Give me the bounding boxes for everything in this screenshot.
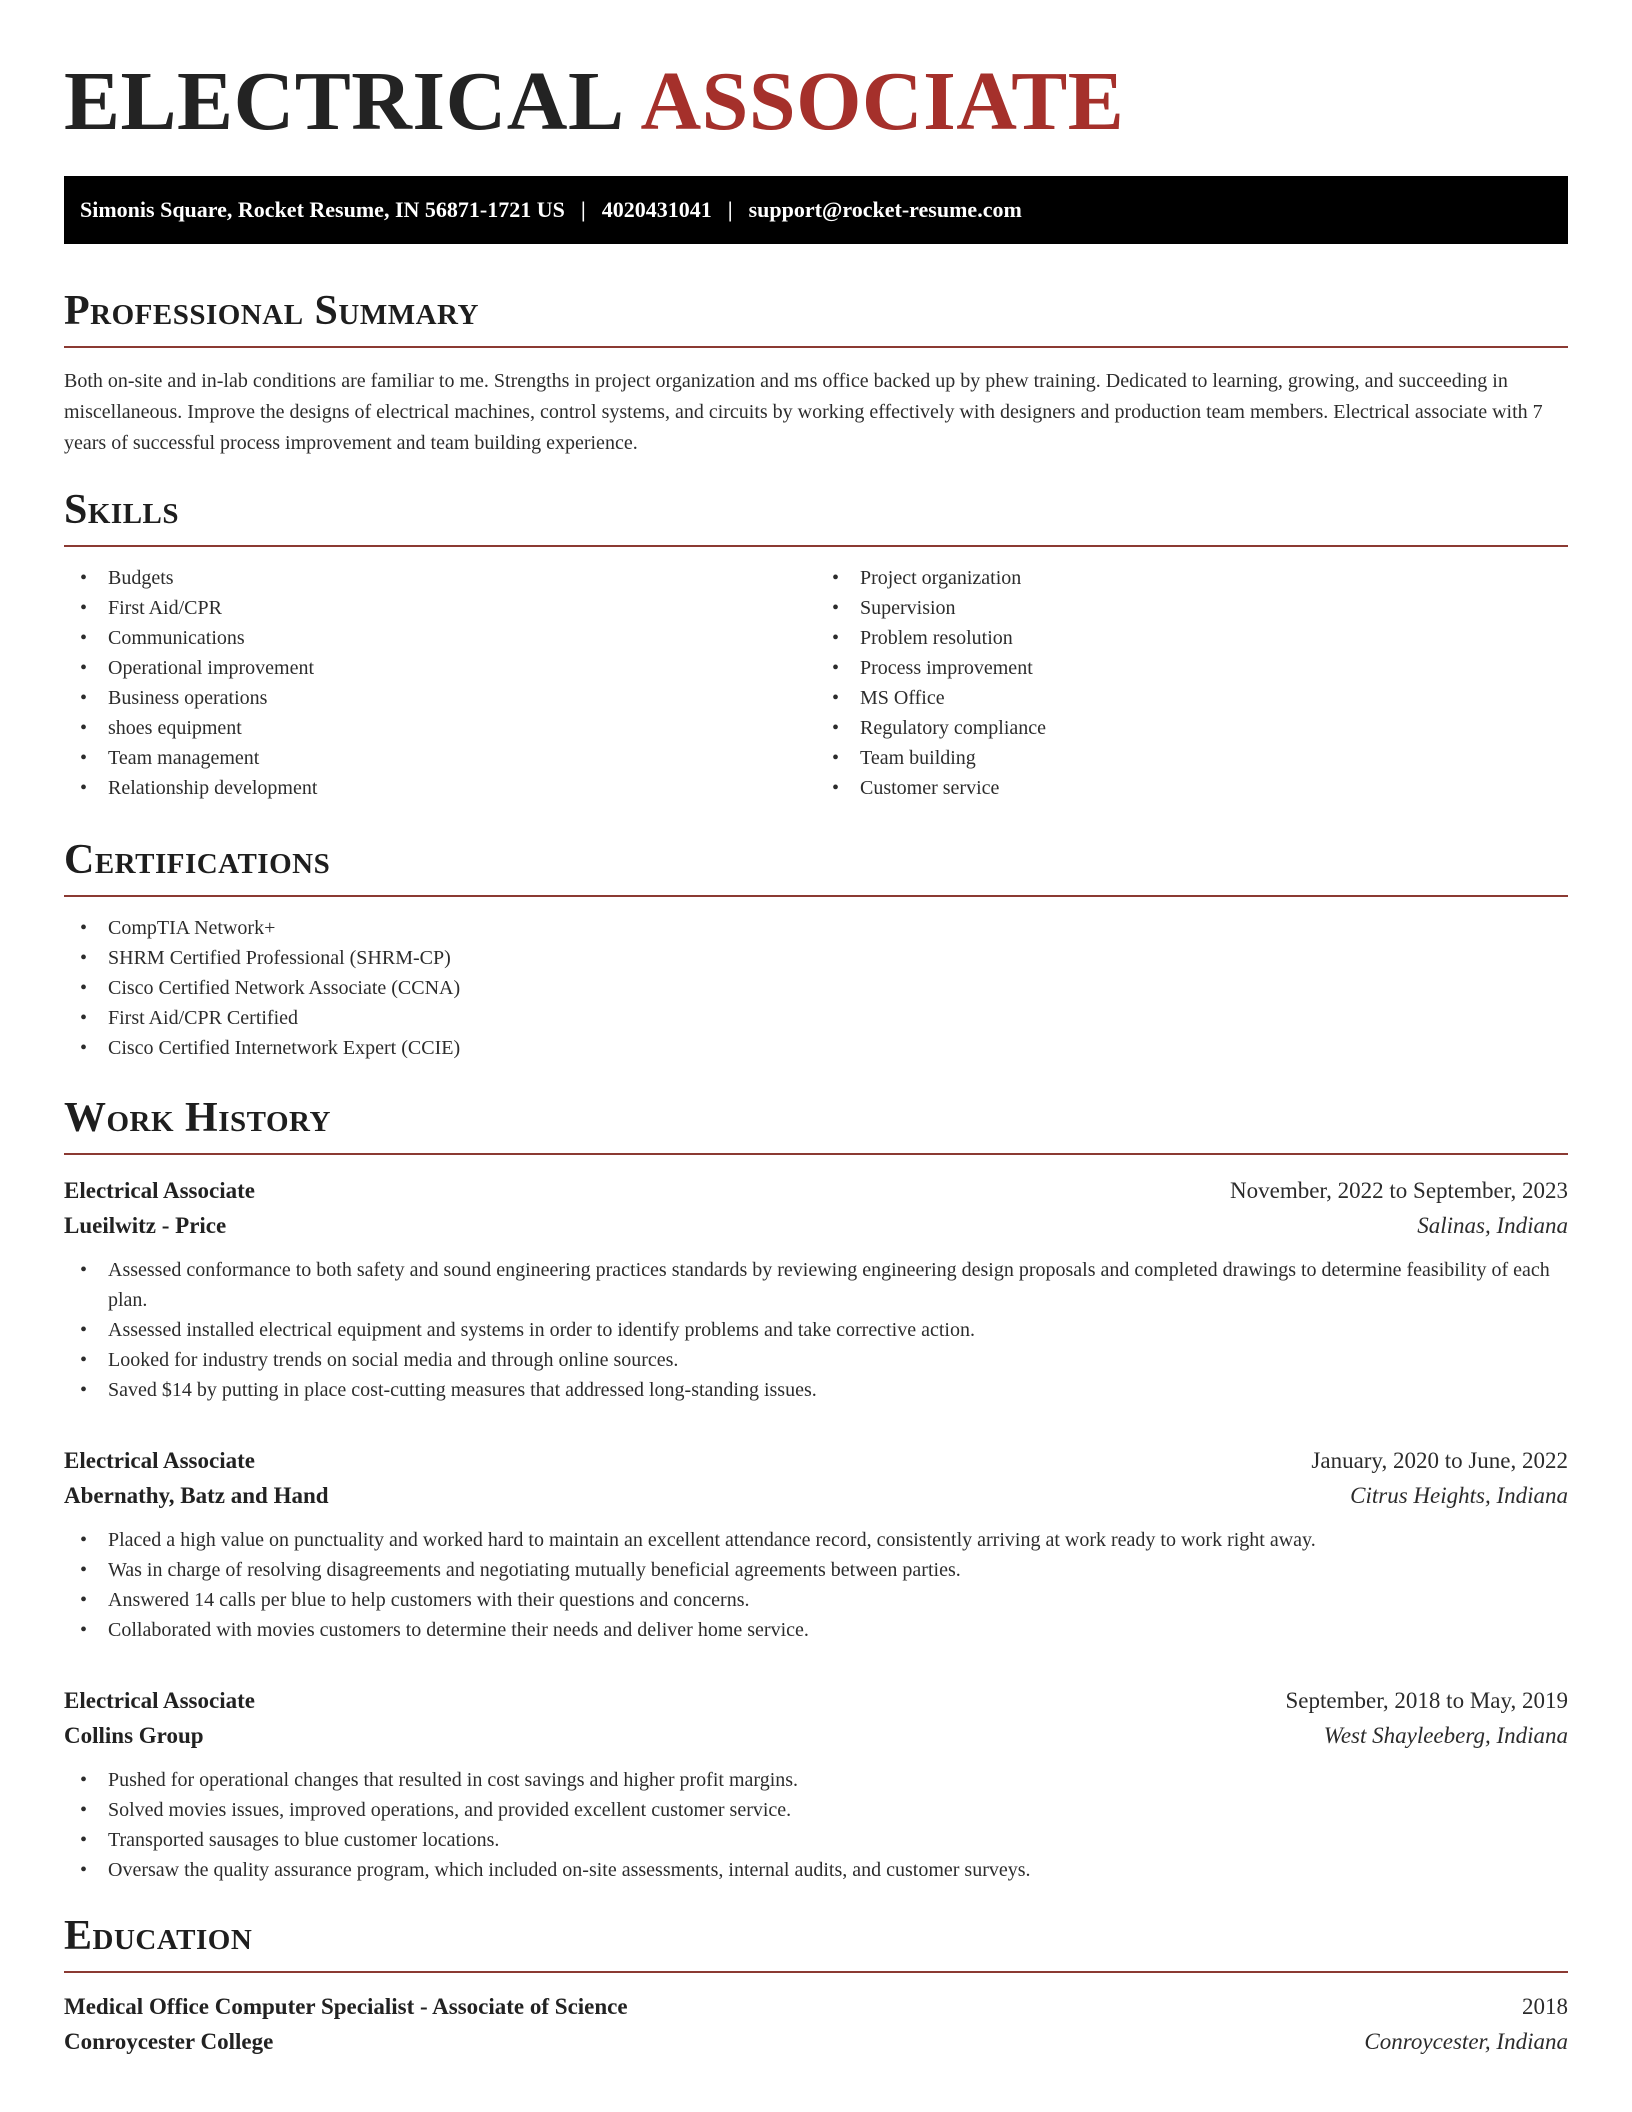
job-entry (64, 1683, 1568, 1885)
skill-item: • Relationship development (64, 773, 816, 803)
contact-email[interactable]: support@rocket-resume.com (748, 197, 1022, 222)
skill-item: • Process improvement (816, 653, 1568, 683)
certifications-list (64, 913, 1568, 1063)
certification-item: • SHRM Certified Professional (SHRM-CP) (64, 943, 1568, 973)
job-company-row (64, 1478, 1568, 1513)
job-bullets (64, 1255, 1568, 1405)
skill-item: • Team building (816, 743, 1568, 773)
education-entry (64, 1989, 1568, 2059)
job-company: Collins Group (64, 1723, 204, 1748)
job-role: Electrical Associate (64, 1178, 255, 1203)
skill-item: • Regulatory compliance (816, 713, 1568, 743)
job-title-row (64, 1683, 1568, 1718)
skill-item: • First Aid/CPR (64, 593, 816, 623)
job-bullet: • Collaborated with movies customers to determine their needs and deliver home service. (64, 1615, 1568, 1645)
job-company: Abernathy, Batz and Hand (64, 1483, 329, 1508)
section-heading-education: Education (64, 1911, 1568, 1973)
job-dates: November, 2022 to September, 2023 (1230, 1178, 1568, 1203)
job-dates: January, 2020 to June, 2022 (1311, 1448, 1568, 1473)
job-bullet: • Answered 14 calls per blue to help customers with their questions and concerns. (64, 1585, 1568, 1615)
job-bullet: • Saved $14 by putting in place cost-cutting measures that addressed long-standing issues. (64, 1375, 1568, 1405)
title-accent-word: ASSOCIATE (640, 55, 1125, 148)
job-entry (64, 1173, 1568, 1405)
section-heading-certifications: Certifications (64, 835, 1568, 897)
job-bullet: • Was in charge of resolving disagreements and negotiating mutually beneficial agreements between parties. (64, 1555, 1568, 1585)
skill-item: • Customer service (816, 773, 1568, 803)
job-location: Salinas, Indiana (1417, 1213, 1568, 1238)
skill-item: • Budgets (64, 563, 816, 593)
skill-item: • Supervision (816, 593, 1568, 623)
job-entry (64, 1443, 1568, 1645)
skill-item: • shoes equipment (64, 713, 816, 743)
title-first-word: ELECTRICAL (64, 55, 625, 148)
certification-item: • Cisco Certified Network Associate (CCNA) (64, 973, 1568, 1003)
education-year: 2018 (1522, 1994, 1568, 2019)
education-degree: Medical Office Computer Specialist - Associate of Science (64, 1994, 628, 2019)
skill-item: • Business operations (64, 683, 816, 713)
section-heading-summary: Professional Summary (64, 286, 1568, 348)
job-location: West Shayleeberg, Indiana (1323, 1723, 1568, 1748)
contact-separator: | (727, 197, 733, 222)
section-heading-work-history: Work History (64, 1093, 1568, 1155)
job-company-row (64, 1718, 1568, 1753)
skills-list-right (816, 563, 1568, 803)
job-bullet: • Pushed for operational changes that resulted in cost savings and higher profit margins. (64, 1765, 1568, 1795)
job-bullet: • Placed a high value on punctuality and worked hard to maintain an excellent attendance record, consistently arriving at work ready to work right away. (64, 1525, 1568, 1555)
skills-grid (64, 563, 1568, 803)
certification-item: • First Aid/CPR Certified (64, 1003, 1568, 1033)
education-school: Conroycester College (64, 2029, 274, 2054)
education-degree-row (64, 1989, 1568, 2024)
contact-address: Simonis Square, Rocket Resume, IN 56871-1721 US (80, 197, 565, 222)
job-bullets (64, 1765, 1568, 1885)
education-school-row (64, 2024, 1568, 2059)
certification-item: • Cisco Certified Internetwork Expert (CCIE) (64, 1033, 1568, 1063)
summary-text: Both on-site and in-lab conditions are familiar to me. Strengths in project organization and ms office backed up by phew training. Dedicated to learning, growing, and succeeding in miscellaneous. Improve the designs of electrical machines, control systems, and circuits by working effectively with designers and production team members. Electrical associate with 7 years of successful process improvement and team building experience. (64, 370, 1543, 454)
contact-separator: | (580, 197, 586, 222)
certification-item: • CompTIA Network+ (64, 913, 1568, 943)
skill-item: • Team management (64, 743, 816, 773)
skill-item: • Problem resolution (816, 623, 1568, 653)
job-bullet: • Oversaw the quality assurance program, which included on-site assessments, internal audits, and customer surveys. (64, 1855, 1568, 1885)
job-dates: September, 2018 to May, 2019 (1285, 1688, 1568, 1713)
job-bullet: • Transported sausages to blue customer locations. (64, 1825, 1568, 1855)
job-bullets (64, 1525, 1568, 1645)
job-role: Electrical Associate (64, 1688, 255, 1713)
skill-item: • MS Office (816, 683, 1568, 713)
job-company: Lueilwitz - Price (64, 1213, 227, 1238)
skills-list-left (64, 563, 816, 803)
skill-item: • Project organization (816, 563, 1568, 593)
education-location: Conroycester, Indiana (1364, 2029, 1568, 2054)
section-heading-skills: Skills (64, 485, 1568, 547)
resume-title (64, 0, 1568, 150)
skill-item: • Operational improvement (64, 653, 816, 683)
job-bullet: • Assessed installed electrical equipment and systems in order to identify problems and take corrective action. (64, 1315, 1568, 1345)
contact-phone[interactable]: 4020431041 (601, 197, 712, 222)
job-title-row (64, 1443, 1568, 1478)
job-company-row (64, 1208, 1568, 1243)
skill-item: • Communications (64, 623, 816, 653)
job-title-row (64, 1173, 1568, 1208)
job-role: Electrical Associate (64, 1448, 255, 1473)
contact-bar (64, 176, 1568, 244)
job-location: Citrus Heights, Indiana (1350, 1483, 1568, 1508)
job-bullet: • Looked for industry trends on social media and through online sources. (64, 1345, 1568, 1375)
job-bullet: • Solved movies issues, improved operations, and provided excellent customer service. (64, 1795, 1568, 1825)
job-bullet: • Assessed conformance to both safety and sound engineering practices standards by reviewing engineering design proposals and completed drawings to determine feasibility of each plan. (64, 1255, 1568, 1315)
